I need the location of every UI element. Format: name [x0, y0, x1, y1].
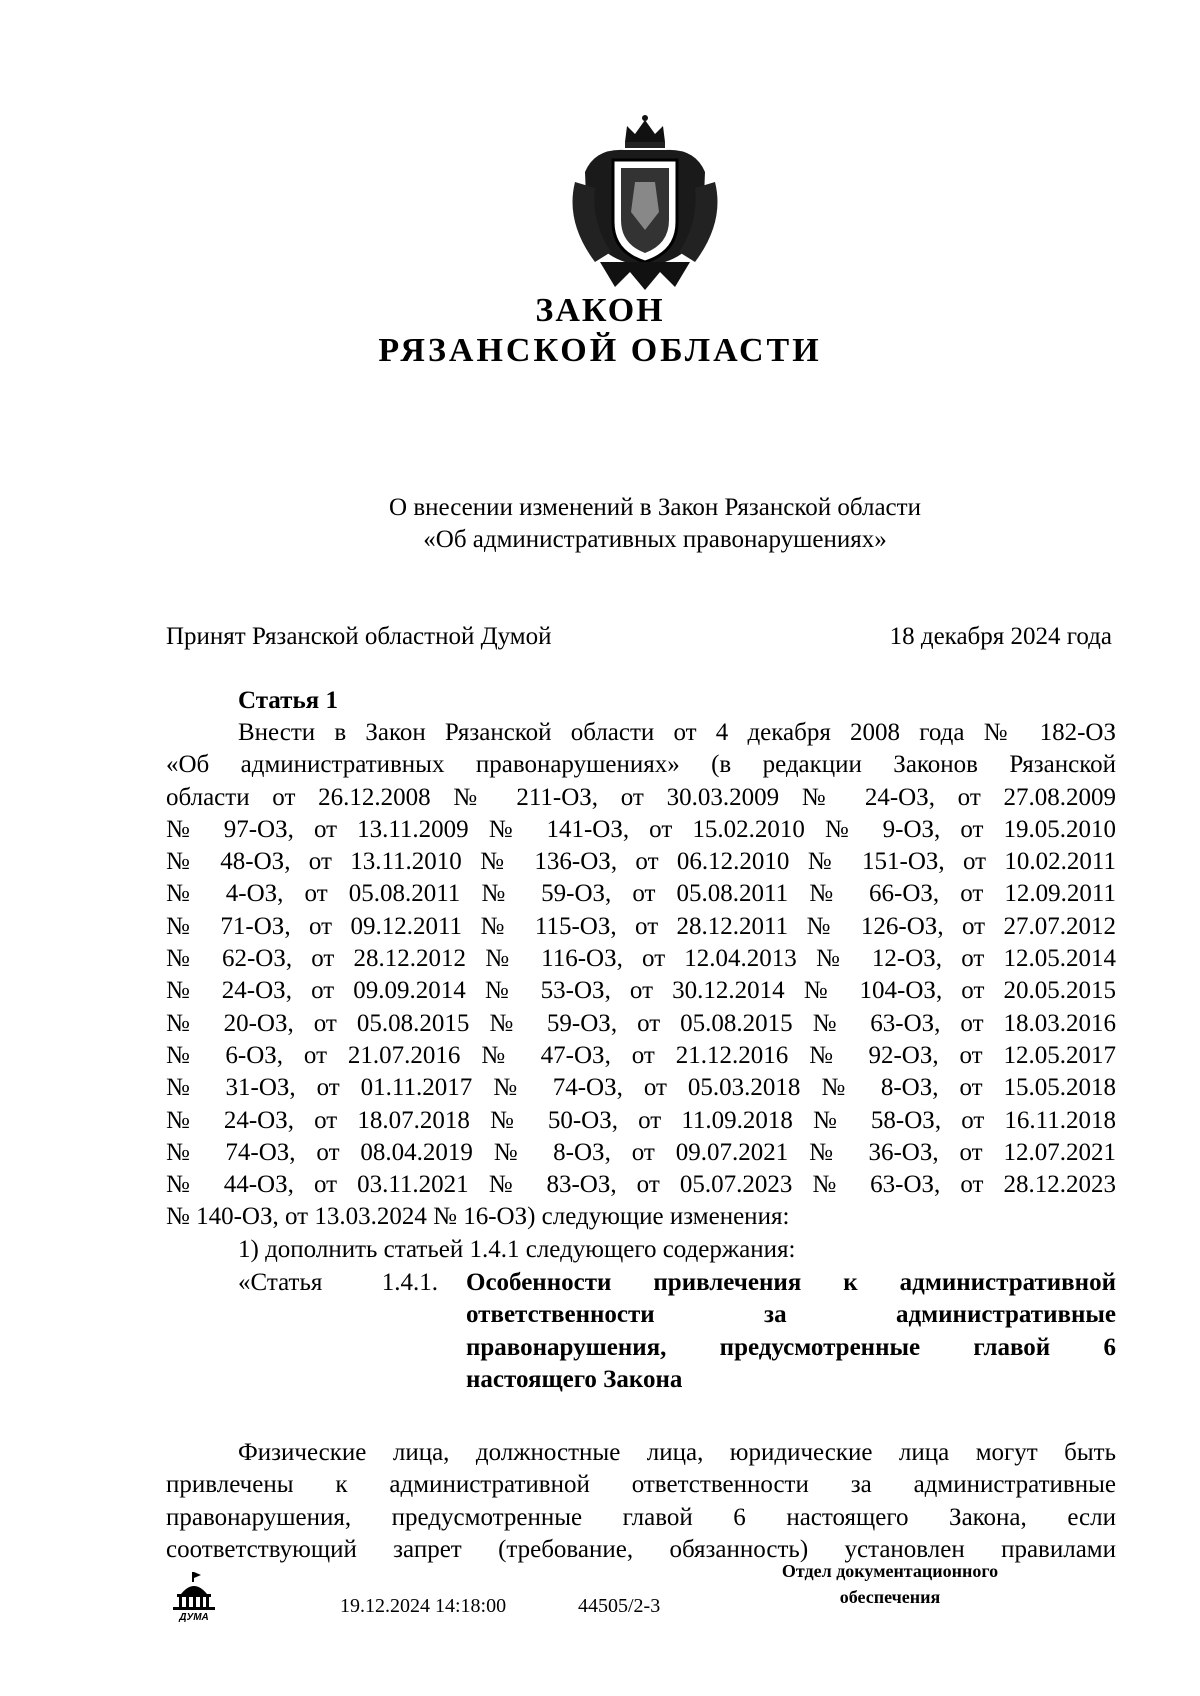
- new-article-label: «Статья 1.4.1.: [238, 1269, 438, 1297]
- footer-department: [745, 1558, 1035, 1610]
- law-subject-line: О внесении изменений в Закон Рязанской области: [389, 494, 921, 521]
- body-line: № 74-ОЗ, от 08.04.2019 № 8-ОЗ, от 09.07.2021 № 36-ОЗ, от 12.07.2021: [166, 1138, 1116, 1166]
- body-line: № 62-ОЗ, от 28.12.2012 № 116-ОЗ, от 12.04.2013 № 12-ОЗ, от 12.05.2014: [166, 945, 1116, 973]
- body-line: привлечены к административной ответственности за административные: [166, 1471, 1116, 1499]
- article-heading: Статья 1: [238, 687, 338, 714]
- law-subject-line: «Об административных правонарушениях»: [423, 526, 887, 553]
- body-line: № 31-ОЗ, от 01.11.2017 № 74-ОЗ, от 05.03.2018 № 8-ОЗ, от 15.05.2018: [166, 1074, 1116, 1102]
- body-line: области от 26.12.2008 № 211-ОЗ, от 30.03.2009 № 24-ОЗ, от 27.08.2009: [166, 783, 1116, 811]
- new-article-title-line: правонарушения, предусмотренные главой 6: [466, 1333, 1116, 1361]
- body-line: № 97-ОЗ, от 13.11.2009 № 141-ОЗ, от 15.02.2010 № 9-ОЗ, от 19.05.2010: [166, 815, 1116, 843]
- body-line: № 4-ОЗ, от 05.08.2011 № 59-ОЗ, от 05.08.2011 № 66-ОЗ, от 12.09.2011: [166, 880, 1116, 908]
- amendment-item: 1) дополнить статьей 1.4.1 следующего содержания:: [238, 1235, 796, 1263]
- new-article-title-line: Особенности привлечения к административной: [466, 1269, 1116, 1297]
- body-line: № 48-ОЗ, от 13.11.2010 № 136-ОЗ, от 06.12.2010 № 151-ОЗ, от 10.02.2011: [166, 848, 1116, 876]
- law-title: ЗАКОН: [535, 292, 665, 329]
- footer-timestamp: 19.12.2024 14:18:00: [340, 1595, 507, 1617]
- body-line: правонарушения, предусмотренные главой 6 настоящего Закона, если: [166, 1503, 1116, 1531]
- new-article-block: [166, 1267, 1116, 1397]
- duma-building-icon: [167, 1570, 221, 1622]
- new-article-paragraph: [166, 1437, 1116, 1566]
- body-line: № 20-ОЗ, от 05.08.2015 № 59-ОЗ, от 05.08.2015 № 63-ОЗ, от 18.03.2016: [166, 1009, 1116, 1037]
- duma-logo-text: ДУМА: [179, 1612, 209, 1622]
- body-line: № 24-ОЗ, от 09.09.2014 № 53-ОЗ, от 30.12.2014 № 104-ОЗ, от 20.05.2015: [166, 977, 1116, 1005]
- body-line: № 44-ОЗ, от 03.11.2021 № 83-ОЗ, от 05.07.2023 № 63-ОЗ, от 28.12.2023: [166, 1171, 1116, 1199]
- adopted-by: Принят Рязанской областной Думой: [166, 623, 552, 650]
- new-article-title: [466, 1267, 1116, 1396]
- body-line: № 71-ОЗ, от 09.12.2011 № 115-ОЗ, от 28.12.2011 № 126-ОЗ, от 27.07.2012: [166, 912, 1116, 940]
- body-line: Физические лица, должностные лица, юридические лица могут быть: [238, 1439, 1116, 1467]
- body-line: № 6-ОЗ, от 21.07.2016 № 47-ОЗ, от 21.12.2016 № 92-ОЗ, от 12.05.2017: [166, 1041, 1116, 1069]
- body-line: соответствующий запрет (требование, обязанность) установлен правилами: [166, 1535, 1116, 1563]
- footer-department-line: обеспечения: [839, 1587, 941, 1607]
- law-region-title: РЯЗАНСКОЙ ОБЛАСТИ: [378, 332, 822, 369]
- body-line: № 24-ОЗ, от 18.07.2018 № 50-ОЗ, от 11.09.2018 № 58-ОЗ, от 16.11.2018: [166, 1106, 1116, 1134]
- footer-doc-number: 44505/2-3: [578, 1595, 661, 1617]
- new-article-title-line: настоящего Закона: [466, 1365, 683, 1393]
- coat-of-arms-icon: [555, 112, 735, 292]
- new-article-title-line: ответственности за административные: [466, 1301, 1116, 1329]
- body-line: Внести в Закон Рязанской области от 4 декабря 2008 года № 182-ОЗ: [238, 719, 1116, 746]
- body-line: «Об административных правонарушениях» (в редакции Законов Рязанской: [166, 751, 1116, 779]
- body-line: № 140-ОЗ, от 13.03.2024 № 16-ОЗ) следующие изменения:: [166, 1203, 790, 1231]
- adopted-date: 18 декабря 2024 года: [889, 623, 1112, 650]
- article-body: [166, 717, 1116, 1566]
- footer-department-line: Отдел документационного: [781, 1561, 999, 1581]
